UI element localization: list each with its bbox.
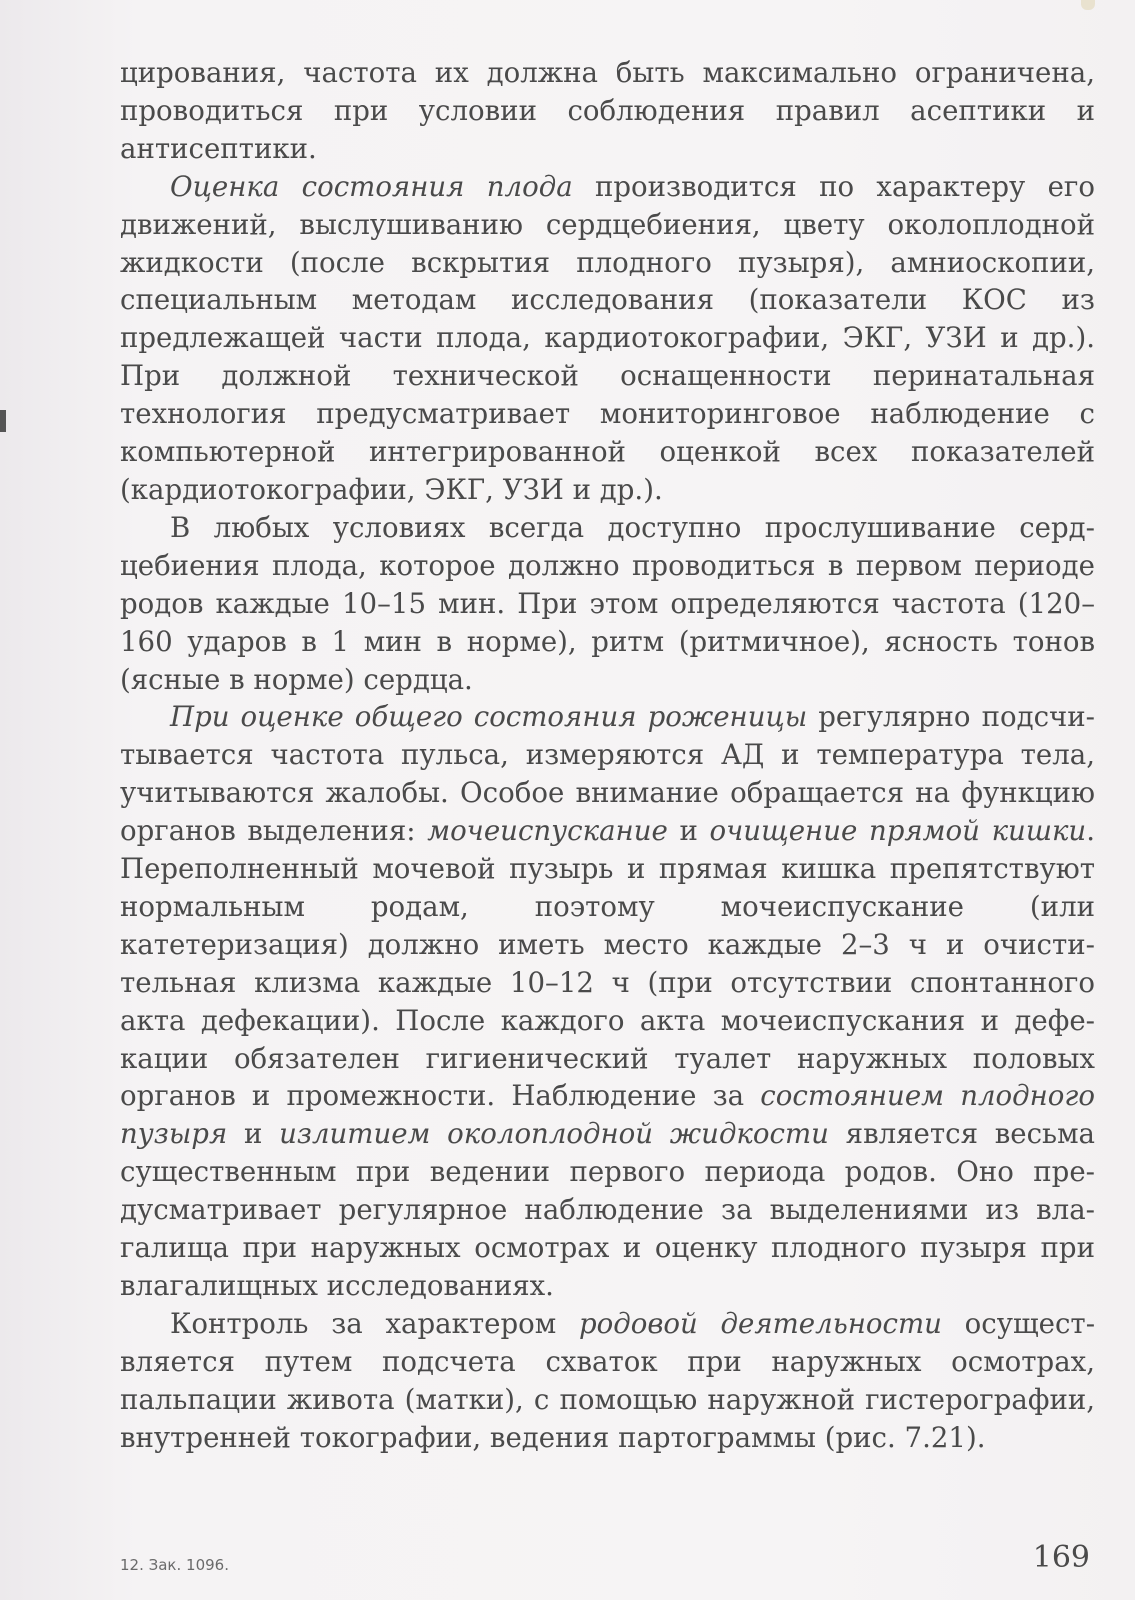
italic-term: Оценка состояния плода xyxy=(170,169,573,203)
paragraph-3 xyxy=(120,509,1095,699)
page-corner-mark xyxy=(1081,0,1095,10)
text-segment: регулярно подсчитывается частота пульса, измеряются АД и температура тела, учитываются жалобы. Особое внимание обращается на функцию органов выделения: xyxy=(120,700,1095,848)
text-segment: и xyxy=(667,814,710,848)
italic-term: излитием околоплодной жидкости xyxy=(279,1117,829,1151)
italic-term: состоянием плодного пузыря xyxy=(120,1079,1095,1151)
text-segment: цирования, частота их должна быть максимально ограничена, проводиться при условии соблюдения правил асептики и антисептики. xyxy=(120,56,1095,165)
text-segment: и xyxy=(227,1117,280,1151)
text-segment: осуществляется путем подсчета схваток при наружных осмотрах, пальпации живота (матки), с помощью наружной гистерографии, внутренней токографии, ведения партограммы (рис. 7.21). xyxy=(120,1306,1096,1454)
paragraph-1 xyxy=(120,54,1095,168)
italic-term: родовой деятельности xyxy=(578,1306,942,1340)
italic-term: мочеиспускание xyxy=(427,814,668,848)
text-segment: . Переполненный мочевой пузырь и прямая кишка препятствуют нормальным родам, поэтому мочеиспускание (или катетеризация) должно иметь место каждые 2–3 ч и очистительная клизма каждые 10–12 ч (при отсутствии спонтанного акта дефекации). После каждого акта мочеиспускания и дефекации обязателен гигиенический туалет наружных половых органов и промежности. Наблюдение за xyxy=(120,814,1095,1113)
text-segment: является весьма существенным при ведении первого периода родов. Оно предусматривает регулярное наблюдение за выделениями из влагалища при наружных осмотрах и оценку плодного пузыря при влагалищных исследованиях. xyxy=(120,1117,1095,1302)
body-text xyxy=(120,54,1095,1457)
italic-term: очищение прямой кишки xyxy=(709,814,1087,848)
text-segment: производится по характеру его движений, выслушиванию сердцебиения, цвету околоплодной жидкости (после вскрытия плодного пузыря), амниоскопии, специальным методам исследования (показатели КОС из предлежащей части плода, кардиотокографии, ЭКГ, УЗИ и др.). При должной технической оснащенности перинатальная технология предусматривает мониторинговое наблюдение с компьютерной интегрированной оценкой всех показателей (кардиотокографии, ЭКГ, УЗИ и др.). xyxy=(120,169,1095,506)
text-segment: В любых условиях всегда доступно прослушивание сердцебиения плода, которое должно проводиться в первом периоде родов каждые 10–15 мин. При этом определяются частота (120–160 ударов в 1 мин в норме), ритм (ритмичное), ясность тонов (ясные в норме) сердца. xyxy=(120,510,1095,696)
page-number: 169 xyxy=(1032,1540,1090,1575)
paragraph-4 xyxy=(120,698,1095,1305)
binding-edge-mark xyxy=(0,410,6,432)
text-segment: Контроль за характером xyxy=(170,1306,579,1340)
paragraph-2 xyxy=(120,168,1095,509)
printing-order-note: 12. Зак. 1096. xyxy=(120,1556,229,1574)
paragraph-5 xyxy=(120,1305,1095,1457)
italic-term: При оценке общего состояния роженицы xyxy=(170,700,808,734)
